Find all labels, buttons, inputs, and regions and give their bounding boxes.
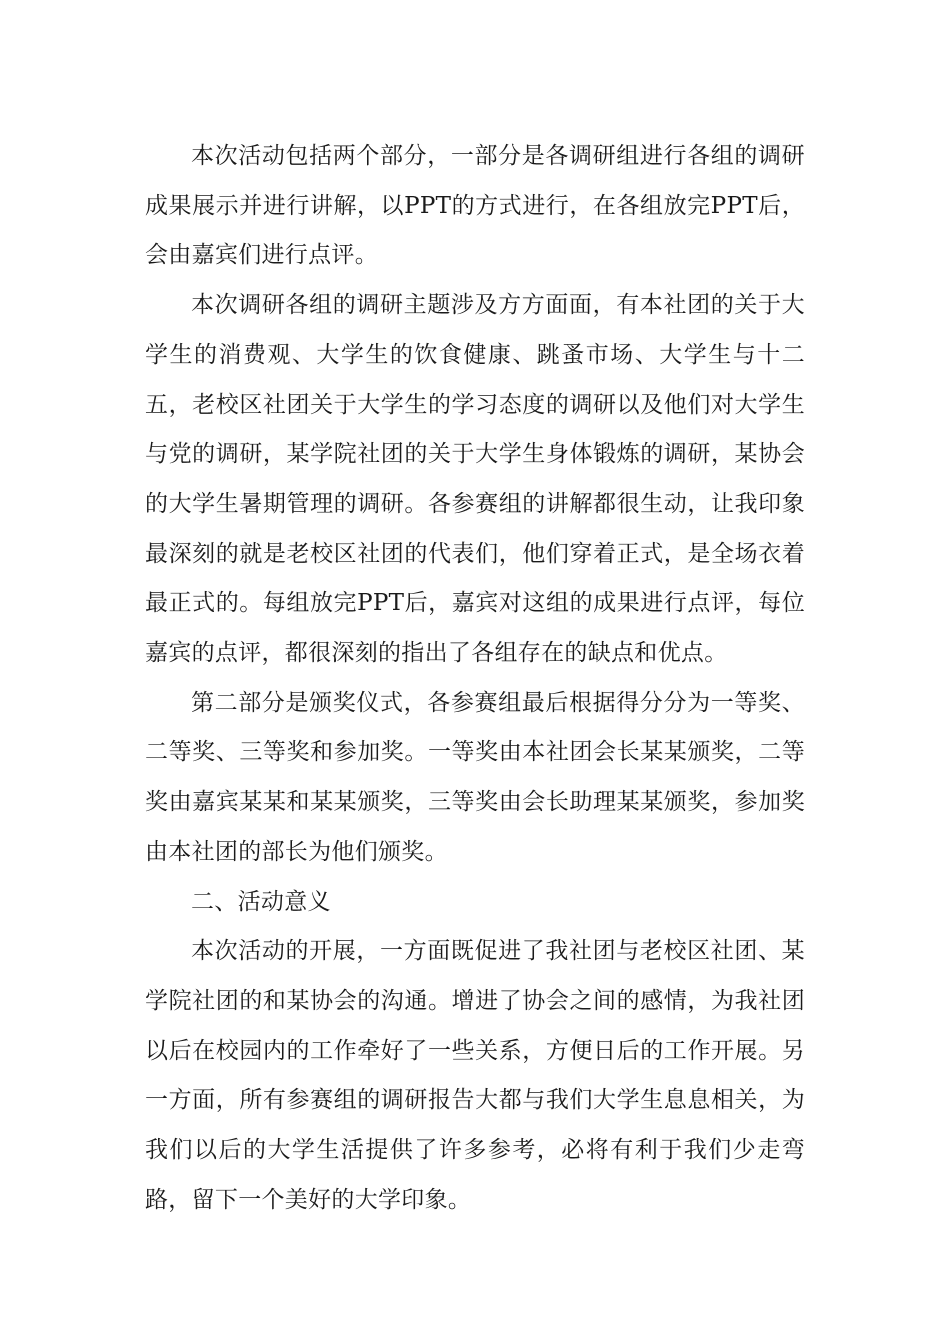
paragraph-activity-parts: 本次活动包括两个部分，一部分是各调研组进行各组的调研成果展示并进行讲解，以PPT的方式进行，在各组放完PPT后，会由嘉宾们进行点评。	[145, 143, 805, 269]
section-heading-activity-significance: 二、活动意义	[191, 888, 331, 915]
paragraph-research-topics: 本次调研各组的调研主题涉及方方面面，有本社团的关于大学生的消费观、大学生的饮食健康、跳蚤市场、大学生与十二五，老校区社团关于大学生的学习态度的调研以及他们对大学生与党的调研，某学院社团的关于大学生身体锻炼的调研，某协会的大学生暑期管理的调研。各参赛组的讲解都很生动，让我印象最深刻的就是老校区社团的代表们，他们穿着正式，是全场衣着最正式的。每组放完PPT后，嘉宾对这组的成果进行点评，每位嘉宾的点评，都很深刻的指出了各组存在的缺点和优点。	[145, 292, 805, 667]
paragraph-award-ceremony: 第二部分是颁奖仪式，各参赛组最后根据得分分为一等奖、二等奖、三等奖和参加奖。一等奖由本社团会长某某颁奖，二等奖由嘉宾某某和某某颁奖，三等奖由会长助理某某颁奖，参加奖由本社团的部长为他们颁奖。	[145, 689, 805, 865]
document-body	[145, 132, 805, 1225]
paragraph-activity-significance: 本次活动的开展，一方面既促进了我社团与老校区社团、某学院社团的和某协会的沟通。增进了协会之间的感情，为我社团以后在校园内的工作牵好了一些关系，方便日后的工作开展。另一方面，所有参赛组的调研报告大都与我们大学生息息相关，为我们以后的大学生活提供了许多参考，必将有利于我们少走弯路，留下一个美好的大学印象。	[145, 938, 805, 1213]
